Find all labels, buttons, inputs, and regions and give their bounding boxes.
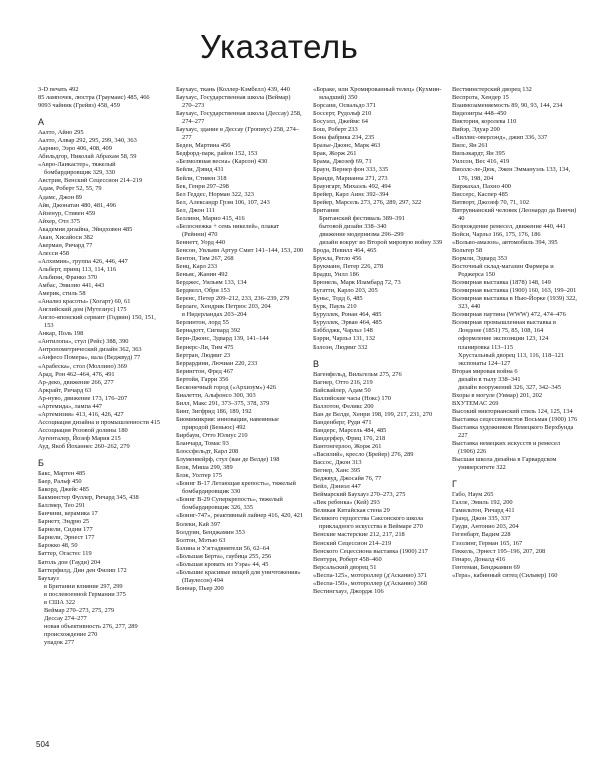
index-entry: Болтон, Мэтью 63 [176,536,226,544]
index-entry: Всемирная выставка (1900) 160, 163, 199–201 [452,287,577,295]
index-entry: Банчини, керамика 17 [38,510,98,518]
index-entry: Виссерс, Каспер 485 [452,190,508,198]
index-entry: Бэлина и Уэггадвиятели 56, 62–64 [176,544,270,552]
index-entry: Венские мастерские 212, 217, 218 [313,531,405,539]
index-entry: Барнетт, Эндрю 25 [38,518,90,526]
index-entry: Бугатти, Карло 203, 205 [313,287,378,295]
index-entry: «Анфесо Помера», вала (Веджвуд) 77 [38,354,141,362]
index-entry: Выставка сецессионистов Восьмая (1900) 176 [452,415,578,423]
index-entry: «Веспа-125», мотороллер (д'Асканио) 371 [313,571,428,579]
index-entry: «Бораке, или Хромированный телец» (Кухмин-младший) 350 [313,86,442,102]
index-entry: Бенсон, Уильям Артур Смит 141–144, 153, 200 [176,246,304,254]
index-entry: Валлотон, Феликс 200 [313,402,374,410]
index-entry: Виктория, королева 110 [452,118,517,126]
index-entry: 3-D печать 492 [38,86,79,93]
index-entry: «Авро-Ланкастер», тяжелый бомбардировщик 329, 330 [38,161,116,177]
index-entry: Виржахал, Пахно 400 [452,182,511,190]
index-entry: Великого герцогства Саксонского школа прикладного искусства в Веймаре 270 [313,515,424,531]
index-subentry: бытовой дизайн 338–340 [319,222,387,230]
index-entry: «Алхимия», группа 426, 446, 447 [38,257,128,265]
index-entry: Гранд, Джон 335, 337 [452,515,511,523]
index-entry: Анкар, Поль 198 [38,330,84,338]
index-entry: Антропометрический дизайн 362, 363 [38,346,142,354]
index-entry: Бэрри, Чарльз 131, 132 [313,335,376,343]
index-entry: Вильзкардт, Ян 395 [452,150,505,158]
index-entry: Бакминстер Фуллер, Ричард 345, 438 [38,494,139,502]
index-entry: Габо, Наум 265 [452,491,494,499]
index-entry: Аалто, Айно 295 [38,129,84,137]
index-entry: «Вольво-амазон», автомобиль 394, 395 [452,238,558,246]
index-entry: Альбини, Франко 370 [38,273,98,281]
index-entry: Акан, Хисайоси 382 [38,233,94,241]
index-subentry: дизайн вокруг во Второй мировую войну 339 [319,238,443,246]
index-entry: «Антилопа», стул (Рейс) 388, 390 [38,338,129,346]
index-entry: Бертран, Людвиг 23 [176,351,231,359]
index-entry: Акерман, Ричард 77 [38,241,93,249]
index-entry: Баттерфилд, Дин ден Филип 172 [38,566,127,574]
index-entry: Англо-японский сервант (Годвин) 150, 151, 153 [38,314,156,330]
index-entry: Айв, Джонатан 480, 481, 496 [38,201,117,209]
index-entry: Боссерт, Рудольф 210 [313,110,372,118]
index-entry: «Гера», кабинный ситец (Сильвер) 160 [452,571,558,579]
index-entry: Вегнер, Ханс 395 [313,467,361,475]
index-entry: Беллини, Марио 415, 416 [176,214,245,222]
index-entry: Бек, Генри 297–298 [176,182,229,190]
index-entry: Буруллек, Эрван 464, 485 [313,319,382,327]
index-entry: Блэк, Миша 299, 389 [176,464,233,472]
index-entry: Амбас, Эмилио 441, 443 [38,282,105,290]
index-entry: Аалто, Алвар 292, 295, 299, 340, 363 [38,137,137,145]
index-entry: Бланчард, Томас 93 [176,440,229,448]
index-entry: «Век ребенка» (Кей) 293 [313,499,380,507]
index-column-4 [452,86,578,580]
index-entry: Ар-деко, движение 266, 277 [38,378,114,386]
index-entry: Выставка немецких искусств и ремесел (1906) 226 [452,440,561,456]
index-entry: Веспрота, Хендер 15 [452,94,509,102]
index-entry: «Боинг В-29 Суперкрепость», тяжелый бомбардировщик 326, 335 [176,496,283,512]
index-entry: Болеки, Кай 397 [176,520,221,528]
index-entry: Бентон, Тим 267, 268 [176,254,234,262]
index-entry: «Безмолвная весна» (Карсон) 430 [176,158,268,166]
index-entry: Бранди, Марианна 271, 273 [313,174,388,182]
index-entry: «Боинг В-17 Летающая крепость», тяжелый бомбардировщик 330 [176,480,296,496]
index-entry: «Арабеска», стол (Моллино) 369 [38,362,128,370]
index-entry: Академия дизайна, Эйндховен 485 [38,225,133,233]
index-entry: Английский дом (Мутезиус) 175 [38,306,127,314]
index-entry: Ассоциация Розовой долины 180 [38,426,128,434]
index-entry: Вантонгерлоо, Жорж 261 [313,442,382,450]
index-subentry: в США 322 [44,598,76,606]
index-entry: Бесконечный город («Архизум») 426 [176,383,277,391]
index-entry: Брюнель, Марк Изамбард 72, 73 [313,279,401,287]
index-entry: Гауди, Антонио 203, 204 [452,523,519,531]
index-column-2 [176,86,304,593]
index-entry: Брода, Невилл 464, 465 [313,246,377,254]
index-entry: Высокий викторианский стиль 124, 125, 134 [452,407,573,415]
index-entry: Великая Китайская стена 29 [313,507,390,515]
index-entry: Бразье-Джонс, Марк 463 [313,142,381,150]
index-entry: Боннар, Пьер 200 [176,584,224,592]
index-entry: «Артемида», лампа 447 [38,402,103,410]
index-entry: Берингтон, Фред 467 [176,367,234,375]
index-entry: Америк, стиль 58 [38,290,86,298]
index-entry: Венский Сецессион 214–219 [313,539,392,547]
section-letter: В [313,358,320,369]
index-entry: Буньс, Тодд 6, 485 [313,295,363,303]
index-entry: Гамильтон, Ричард 411 [452,507,515,515]
index-entry: Адамс, Джон 89 [38,193,82,201]
index-entry: Галле, Эмиль 192, 200 [452,499,513,507]
index-subentry: в послевоенной Германии 375 [44,590,126,598]
index-column-1 [38,86,162,647]
index-subentry: упадок 277 [44,639,75,646]
index-entry: Баер, Ральф 450 [38,478,82,486]
index-entry: Витрувианский человек (Леонардо да Винчи) 40 [452,206,577,222]
index-entry: Брукла, Регло 456 [313,254,362,262]
index-entry: Брак, Жорж 261 [313,150,357,158]
index-subentry: планировка 113–115 [458,343,514,351]
index-entry: Баухаус, Государственная школа (Веймар) 270–273 [176,94,291,110]
index-entry: Вентури, Роберт 458–460 [313,555,382,563]
index-entry: Бэлоэн, Людвиг 332 [313,343,368,351]
index-entry: «Белоснежка + семь никелей», плакат (Рейнни) 470 [176,222,280,238]
index-entry: Беннетт, Уорд 440 [176,238,226,246]
index-entry: Видеоигры 448–450 [452,110,507,118]
index-entry: Всемирная промышленная выставка в Лондоне (1851) 75, 85, 108, 164 [452,319,556,335]
index-entry: «Виллис-оверлэнд», джип 336, 337 [452,134,548,142]
index-entry: Всемирная паутина (WWW) 472, 474–476 [452,311,566,319]
index-entry: Витворт, Джозеф 70, 71, 102 [452,198,530,206]
index-subentry: экспонаты 124–127 [458,359,511,367]
index-entry: Айхер, Отл 375 [38,217,80,225]
index-entry: Беррардини, Лючиан 220, 233 [176,359,258,367]
index-entry: Болдуин, Бенджамин 353 [176,528,245,536]
index-entry: Барнели, Эрнест 177 [38,534,95,542]
index-subentry: новая объективность 276, 277, 289 [44,622,138,630]
index-entry: Блуменвейрф, стул (ван де Велде) 198 [176,456,280,464]
index-entry: Валлийские часы (Нокс) 170 [313,394,391,402]
index-entry: Всемирная выставка в Нью-Йорке (1939) 322, 323, 440 [452,295,578,311]
index-entry: Ассоциация дизайна и промышленности 415 [38,418,161,426]
index-entry: Вхоры в могуле (Уимар) 201, 202 [452,391,543,399]
index-entry: Биомимикрия: инновации, навеянные природой (Беньюс) 492 [176,415,279,431]
index-subentry: дизайн вооружений 326, 327, 342–345 [458,383,562,391]
index-entry: «Большая Берта», гаубица 255, 256 [176,552,272,560]
index-entry: Брейер, Карл Аинс 392–394 [313,190,389,198]
index-entry: Бирбаум, Отто Юлиус 210 [176,432,248,440]
index-entry: Браунгарт, Михаэль 492, 494 [313,182,391,190]
index-entry: Брукманн, Петер 226, 278 [313,263,384,271]
index-entry: «Большие красивые вещей для уничтожения» (Паулесон) 494 [176,568,301,584]
index-entry: Аугенталер, Йозеф Мария 215 [38,434,121,442]
page-title: Указатель [200,28,359,65]
index-entry: «Василий», кресло (Брейер) 276, 289 [313,451,414,459]
index-entry: Версальский дворец 51 [313,563,377,571]
index-entry: Баттер, Огастес 119 [38,550,92,558]
index-entry: Гээзлинг, Герман 165, 167 [452,539,523,547]
section-letter: А [38,117,45,128]
index-entry: Выставка художников Немецкого Верхбунда 227 [452,423,574,440]
index-entry: Алесси 458 [38,249,70,257]
index-entry: Войси, Чарльз 166, 175, 176, 186 [452,230,541,238]
index-entry: Вандерфер, Фриц 176, 218 [313,434,386,442]
index-entry: Бинг, Зигфрид 186, 189, 192 [176,407,252,415]
index-entry: Адам, Роберт 52, 55, 79 [38,185,102,193]
index-subentry: Веймар 270–273, 275, 279 [44,606,115,614]
section-letter: Г [452,479,457,490]
index-entry: ВХУТЕМАС 269 [452,399,499,407]
index-entry: Вагнер, Отто 216, 219 [313,378,373,386]
index-entry: 85 лампочек, люстра (Граумаис) 485, 466 [38,94,150,102]
index-entry: Венского Сецессиона выставка (1900) 217 [313,547,428,555]
index-subentry: в Британии влияние 297, 299 [44,582,123,590]
index-entry: Бона фабрика 234, 235 [313,134,375,142]
index-subentry: Дессау 274–277 [44,614,87,622]
index-entry: Баухаус, ткань (Коллер-Кэмбелл) 439, 440 [176,86,290,93]
index-entry: Вагенфельд, Вильгельм 275, 276 [313,370,402,378]
index-entry: Баухауз [38,574,59,582]
index-entry: Аарнио, Ээро 406, 408, 409 [38,145,112,153]
index-entry: Барнели, Сидни 177 [38,526,93,534]
index-entry: Берлаге, Хендрик Петрюс 203, 204 [176,303,271,311]
index-entry: Веджвуд, Джосайя 76, 77 [313,475,382,483]
index-entry: Бернадотт, Сигвард 392 [176,327,241,335]
index-entry: Билл, Макс 291, 373–375, 378, 379 [176,399,270,407]
index-subentry: оформление экспозиции 123, 124 [458,335,549,343]
index-entry: Возрождение ремесел, движение 440, 441 [452,222,566,230]
index-entry: Борсани, Освальдо 371 [313,102,376,110]
index-entry: Бел, Джон 111 [176,206,215,214]
index-entry: «Артемизия» 413, 416, 426, 427 [38,410,124,418]
index-entry: Бейли, Стивен 318 [176,174,227,182]
index-entry: Баухаус, здание в Дессау (Гропиус) 258, 274–277 [176,126,300,142]
index-entry: Вассос, Джон 313 [313,459,362,467]
index-subentry: Британский фестиваль 389–391 [319,214,405,222]
index-entry: Бакс, Мартен 485 [38,470,86,478]
index-entry: Британия [313,206,339,214]
index-entry: Бэбблджк, Чарльз 148 [313,327,373,335]
index-entry: Вторая мировая война 6 [452,367,518,375]
index-entry: Биалетти, Альфонсо 300, 303 [176,391,256,399]
index-entry: Вейл, Дэниэл 447 [313,483,361,491]
index-entry: Высшая школа дизайна в Гарвардском университете 322 [452,456,557,472]
index-entry: Берлинтон, лорд 55 [176,319,229,327]
page-number: 504 [36,740,50,749]
index-entry: Вайсвайлер, Адам 50 [313,386,371,394]
index-subentry: происхождение 270 [44,630,98,638]
index-entry: Веймарский Баухауз 270–273, 275 [313,491,406,499]
index-entry: Ван де Велде, Хенри 198, 199, 217, 231, 270 [313,410,433,418]
index-subentry: дизайн в тылу 338–341 [458,375,521,383]
index-entry: Восточный склад-магазин Фармера и Роджерса 150 [452,263,554,279]
index-entry: «Большая кровать из Уэра» 44, 45 [176,560,269,568]
index-entry: 9093 чайник (Грейвз) 458, 459 [38,102,120,110]
index-entry: Бердвелл, Обри 153 [176,287,230,295]
index-entry: Бош, Роберт 233 [313,126,358,134]
index-entry: Блоссфельдт, Карл 208 [176,448,239,456]
index-entry: Блэк, Уолтер 175 [176,472,222,480]
index-entry: Абильдгор, Николай Абрахам 58, 59 [38,153,137,161]
index-entry: Взаимозаменяемость 89, 90, 93, 144, 234 [452,102,563,110]
index-subentry: Хрустальный дворец 113, 116, 118–121 [458,351,565,359]
index-entry: Бел, Александр Грэм 106, 107, 243 [176,198,270,206]
index-entry: Геккель, Эрнест 195–196, 207, 208 [452,547,546,555]
index-entry: Вестминстерский дворец 132 [452,86,532,93]
index-entry: Бурк, Пауль 210 [313,303,357,311]
index-entry: Берджес, Уильям 133, 134 [176,279,247,287]
index-entry: Арад, Рон 462–464, 476, 491 [38,370,115,378]
index-entry: Бейли, Дэвид 431 [176,166,224,174]
index-entry: Бедфорд-парк, район 152, 153 [176,150,258,158]
index-entry: Альберт, принц 113, 114, 116 [38,265,117,273]
index-entry: «Веспа-150», мотороллер (д'Асканио) 368 [313,579,428,587]
index-subentry: движение модернизма 296–299 [319,230,404,238]
index-entry: Ауд, Якоб Йоханнес 260–262, 279 [38,442,130,450]
index-entry: «Анализ красоты» (Хогарт) 60, 61 [38,298,131,306]
index-entry: Всемирная выставка (1878) 148, 149 [452,279,551,287]
index-entry: Баухаус, Государственная школа (Дессау) 258, 274–277 [176,110,302,126]
index-entry: Бенц, Карл 233 [176,263,218,271]
index-entry: Вилс, Ян 261 [452,142,488,150]
index-entry: Гегенбарт, Вадим 228 [452,531,511,539]
index-entry: Вормли, Эдвард 353 [452,254,508,262]
index-entry: «Боинг-747», реактивный лайнер 416, 420, 421 [176,512,304,520]
index-entry: Буруллек, Ронан 464, 485 [313,311,382,319]
index-entry: Бел Геддес, Норман 322, 323 [176,190,254,198]
index-entry: Батоль дон (Гауди) 204 [38,558,101,566]
index-entry: Ар-нуво, движение 173, 176–207 [38,394,128,402]
index-entry: Брама, Джозеф 69, 71 [313,158,372,166]
index-entry: Вестингхауз, Джордж 106 [313,587,384,595]
index-subentry: в Нидерландах 203–204 [182,311,247,319]
index-entry: Гентемаи, Бенджамин 69 [452,563,520,571]
index-entry: Вандерс, Марсель 484, 485 [313,426,387,434]
index-entry: Австрия, Венский Сецессион 214–219 [38,177,143,185]
index-entry: Брейер, Марсель 273, 276, 289, 297, 322 [313,198,422,206]
section-letter: Б [38,458,44,469]
index-entry: Виоллс-ле-Дюк, Эжен Эммануэль 133, 134, 176, 198, 204 [452,166,571,182]
index-entry: Босуэлл, Джеймс 64 [313,118,368,126]
index-entry: Беренс, Петер 209–212, 233, 236–239, 279 [176,295,290,303]
index-entry: Айзенур, Стивен 459 [38,209,96,217]
index-entry: Бакорд, Джейс 485 [38,486,90,494]
index-entry: Ванденберг, Руди 471 [313,418,372,426]
index-entry: Вольтер 58 [452,246,483,254]
index-entry: Барокко 48, 50 [38,542,78,550]
index-entry: Беден, Мартина 456 [176,142,231,150]
index-entry: Генаро, Доналд 416 [452,555,506,563]
index-entry: Аркрайт, Ричард 63 [38,386,92,394]
index-entry: Баллмер, Тео 291 [38,502,86,510]
index-entry: Вийэр, Эдуар 200 [452,126,500,134]
index-entry: Браун, Вернер фон 333, 335 [313,166,389,174]
index-entry: Брадш, Уилл 186 [313,271,360,279]
index-entry: Бертойя, Гарри 356 [176,375,229,383]
index-entry: Беньяс, Жанин 492 [176,271,228,279]
index-entry: Уилсон, Вес 416, 419 [452,158,510,166]
index-entry: Берн-Джонс, Эдвард 139, 141–144 [176,335,269,343]
index-column-3 [313,86,443,596]
index-entry: Бернерс-Ли, Тим 475 [176,343,234,351]
